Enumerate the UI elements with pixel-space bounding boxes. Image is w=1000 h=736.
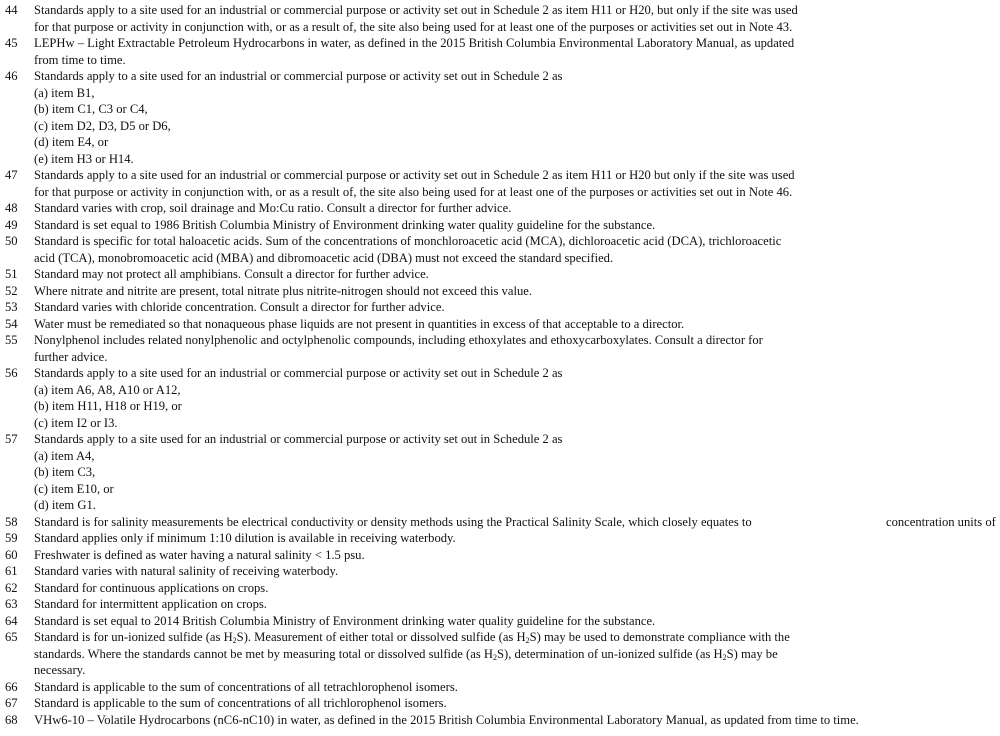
note-text: Standard may not protect all amphibians. Consult a director for further advice. [34, 267, 429, 281]
note-text: standards. Where the standards cannot be met by measuring total or dissolved sulfide (as $H_2S$), determination of un-ionized sulfide (as $H_2S$) may be [34, 646, 778, 662]
note-text: further advice. [34, 349, 108, 364]
note-number: 62 [5, 580, 18, 595]
note-number: 60 [5, 547, 18, 562]
note-number: 52 [5, 283, 18, 298]
note-text: VHw6-10 – Volatile Hydrocarbons (nC6-nC10) in water, as defined in the 2015 British Columbia Environmental Laboratory Manual, as updated from time to time. [34, 712, 859, 727]
note-number: 67 [5, 696, 18, 710]
note-text: Freshwater is defined as water having a natural salinity < 1.5 psu. [34, 547, 365, 562]
note-text: Standard is set equal to 2014 British Columbia Ministry of Environment drinking water quality guideline for the substance. [34, 613, 656, 628]
note-number: 46 [5, 69, 18, 83]
note-number: 49 [5, 217, 18, 232]
note-text: Where nitrate and nitrite are present, total nitrate plus nitrite-nitrogen should not exceed this value. [34, 283, 532, 298]
note-text: (b) item H11, H18 or H19, or [34, 399, 182, 413]
note-number: 55 [5, 333, 18, 347]
note-number: 61 [5, 564, 18, 578]
note-text: Standard is set equal to 1986 British Columbia Ministry of Environment drinking water quality guideline for the substance. [34, 217, 656, 232]
note-text: Standard varies with natural salinity of receiving waterbody. [34, 564, 339, 578]
note-text: (c) item I2 or I3. [34, 415, 118, 430]
note-text: Standards apply to a site used for an industrial or commercial purpose or activity set out in Schedule 2 as item H11 or H20 but only if the site was used [34, 168, 795, 182]
note-text: Standard applies only if minimum 1:10 dilution is available in receiving waterbody. [34, 531, 456, 545]
note-text: (a) item A4, [34, 448, 95, 463]
note-text: (d) item E4, or [34, 135, 109, 149]
note-number: 54 [5, 316, 18, 331]
note-text: (e) item H3 or H14. [34, 151, 134, 166]
note-text: Standard for intermittent application on crops. [34, 597, 267, 611]
note-text: for that purpose or activity in conjunction with, or as a result of, the site also being used for at least one of the purposes or activities set out in Note 46. [34, 184, 793, 199]
note-text: Standard is for un-ionized sulfide (as $H_2S$). Measurement of either total or dissolved sulfide (as $H_2S$) may be used to demonstrate compliance with the [34, 630, 790, 645]
note-number: 56 [5, 366, 18, 380]
note-number: 45 [5, 36, 18, 50]
note-number: 53 [5, 300, 18, 314]
note-text: necessary. [34, 663, 86, 677]
note-number: 57 [5, 432, 18, 446]
note-text: (c) item E10, or [34, 481, 114, 496]
note-text: (b) item C3, [34, 465, 96, 479]
note-number: 51 [5, 267, 18, 281]
note-number: 48 [5, 201, 18, 215]
note-text: Standards apply to a site used for an industrial or commercial purpose or activity set out in Schedule 2 as [34, 432, 563, 446]
note-text: Standard is applicable to the sum of concentrations of all trichlorophenol isomers. [34, 696, 447, 710]
note-number: 63 [5, 597, 18, 611]
note-text-continuation: concentration units of [886, 514, 996, 529]
note-text: (d) item G1. [34, 498, 96, 512]
note-text: (b) item C1, C3 or C4, [34, 102, 148, 116]
note-text: acid (TCA), monobromoacetic acid (MBA) and dibromoacetic acid (DBA) must not exceed the standard specified. [34, 250, 614, 265]
note-number: 47 [5, 168, 18, 182]
note-number: 66 [5, 679, 18, 694]
note-text: (c) item D2, D3, D5 or D6, [34, 118, 171, 133]
note-text: Standards apply to a site used for an industrial or commercial purpose or activity set out in Schedule 2 as [34, 69, 563, 83]
note-text: Standard for continuous applications on crops. [34, 580, 269, 595]
note-number: 65 [5, 630, 18, 644]
note-text: LEPHw – Light Extractable Petroleum Hydrocarbons in water, as defined in the 2015 British Columbia Environmental Laboratory Manual, as updated [34, 36, 795, 50]
note-text: Standard is for salinity measurements be electrical conductivity or density methods using the Practical Salinity Scale, which closely equates to [34, 514, 752, 529]
note-number: 58 [5, 514, 18, 529]
note-text: Standards apply to a site used for an industrial or commercial purpose or activity set out in Schedule 2 as item H11 or H20, but only if the site was used [34, 3, 798, 17]
note-text: (a) item A6, A8, A10 or A12, [34, 382, 181, 397]
note-number: 68 [5, 712, 18, 727]
note-text: Nonylphenol includes related nonylphenolic and octylphenolic compounds, including ethoxylates and ethoxycarboxylates. Consult a director for [34, 333, 763, 347]
note-text: for that purpose or activity in conjunction with, or as a result of, the site also being used for at least one of the purposes or activities set out in Note 43. [34, 19, 793, 34]
note-text: Standard varies with chloride concentration. Consult a director for further advice. [34, 300, 445, 314]
note-text: Standard varies with crop, soil drainage and Mo:Cu ratio. Consult a director for further advice. [34, 201, 512, 215]
note-text: Standards apply to a site used for an industrial or commercial purpose or activity set out in Schedule 2 as [34, 366, 563, 380]
note-text: Standard is specific for total haloacetic acids. Sum of the concentrations of monchloroacetic acid (MCA), dichloroacetic acid (DCA), trichloroacetic [34, 234, 782, 248]
note-text: Standard is applicable to the sum of concentrations of all tetrachlorophenol isomers. [34, 679, 458, 694]
note-number: 64 [5, 613, 18, 628]
note-number: 50 [5, 234, 18, 248]
note-number: 44 [5, 3, 18, 17]
note-text: from time to time. [34, 52, 126, 67]
note-number: 59 [5, 531, 18, 545]
note-text: Water must be remediated so that nonaqueous phase liquids are not present in quantities in excess of that acceptable to a director. [34, 316, 685, 331]
note-text: (a) item B1, [34, 85, 95, 100]
